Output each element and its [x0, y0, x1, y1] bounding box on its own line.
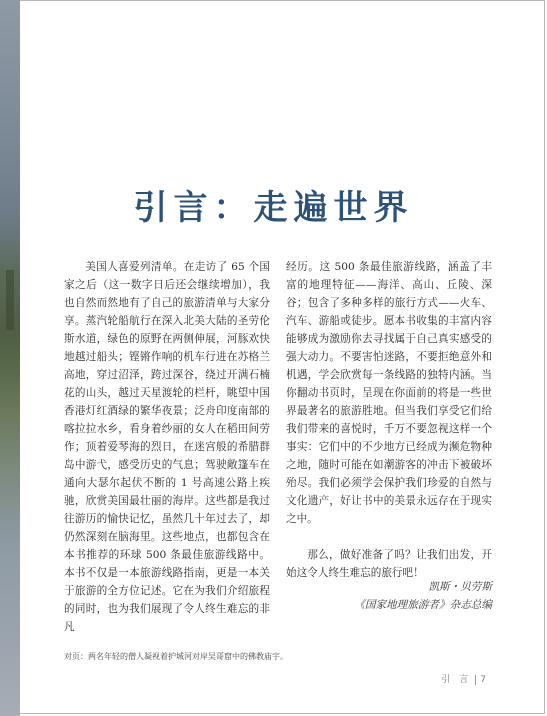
footer-section-label: 引 言: [441, 675, 472, 685]
body-column-left: [64, 258, 270, 636]
page-footer: [441, 672, 489, 685]
footer-divider: [475, 675, 476, 685]
author-title: 《国家地理旅游者》杂志总编: [354, 599, 492, 611]
body-column-right: [286, 258, 492, 582]
page-number: 7: [480, 675, 489, 685]
facing-page-photo-edge: [0, 0, 20, 716]
photo-caption: 对页：两名年轻的僧人凝视着护城河对岸吴哥窟中的佛教庙宇。: [64, 652, 288, 661]
author-signature: 凯斯・贝劳斯: [428, 581, 492, 593]
intro-paragraph-1: 美国人喜爱列清单。在走访了 65 个国家之后（这一数字日后还会继续增加），我也自然而然地有了自己的旅游清单与大家分享。蒸汽轮船航行在深入北美大陆的圣劳伦斯水道，绿色的原野在两侧伸展，河豚欢快地越过船头；铿锵作响的机车行进在苏格兰高地，穿过沼泽，跨过深谷，绕过开满石楠花的山头，越过天星渡轮的栏杆，眺望中国香港灯红酒绿的繁华夜景；泛舟印度南部的喀拉拉水乡，看身着纱丽的女人在稻田间劳作；顶着爱琴海的烈日，在迷宫般的希腊群岛中游弋，感受历史的气息；驾驶敞篷车在通向大瑟尔起伏不断的 1 号高速公路上疾驰，欣赏美国最壮丽的海岸。这些都是我过往游历的愉快记忆，虽然几十年过去了，却仍然深刻在脑海里。这些地点，也都包含在本书推荐的环球 500 条最佳旅游线路中。本书不仅是一本旅游线路指南，更是一本关于旅游的全方位记述。它在为我们介绍旅程的同时，也为我们展现了令人终生难忘的非凡: [64, 261, 270, 633]
intro-paragraph-closing: 那么，做好准备了吗？让我们出发，开始这令人终生难忘的旅行吧！: [286, 549, 492, 579]
page-title: 引言：走遍世界: [133, 188, 414, 228]
intro-paragraph-continued: 经历。这 500 条最佳旅游线路，涵盖了丰富的地理特征——海洋、高山、丘陵、深谷；包含了多种多样的旅行方式——火车、汽车、游船或徒步。愿本书收集的丰富内容能够成为激励你去寻找属于自己真实感受的强大动力。不要害怕迷路，不要拒绝意外和机遇，学会欣赏每一条线路的独特内涵。当你翻动书页时，呈现在你面前的将是一些世界最著名的旅游胜地。但当我们享受它们给我们带来的喜悦时，千万不要忽视这样一个事实：它们中的不少地方已经成为濒危物种之地，随时可能在如潮游客的冲击下被破坏殆尽。我们必须学会保护我们珍爱的自然与文化遗产，好让书中的美景永远存在于现实之中。: [286, 261, 492, 525]
